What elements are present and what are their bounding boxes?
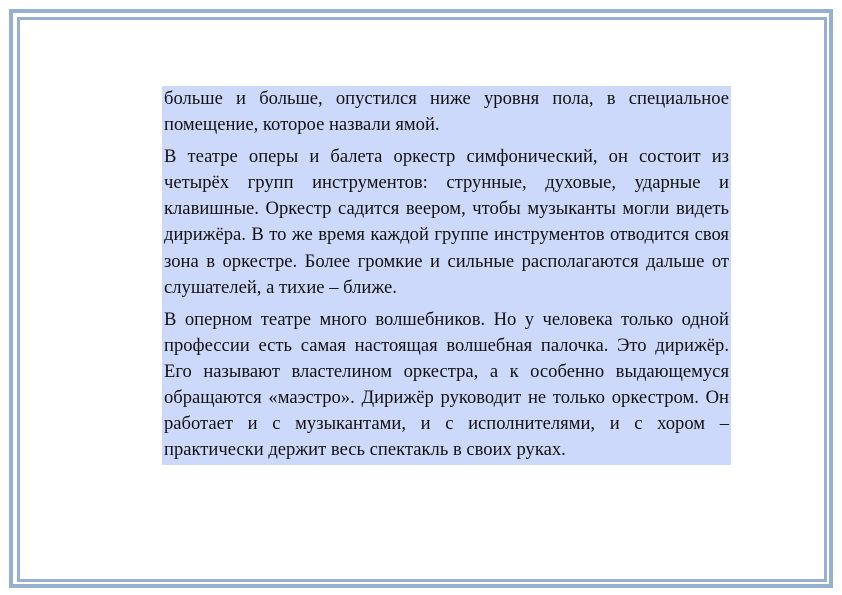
text-box <box>162 86 731 465</box>
paragraph-3: В оперном театре много волшебников. Но у человека только одной профессии есть самая настоящая волшебная палочка. Это дирижёр. Его называют властелином оркестра, а к особенно выдающемуся обращаются «маэстро». Дирижёр руководит не только оркестром. Он работает и с музыкантами, и с исполнителями, и с хором – практически держит весь спектакль в своих руках. <box>164 308 729 461</box>
paragraph-1: больше и больше, опустился ниже уровня пола, в специальное помещение, которое назвали ямой. <box>164 88 729 136</box>
paragraph-2: В театре оперы и балета оркестр симфонический, он состоит из четырёх групп инструментов: струнные, духовые, ударные и клавишные. Оркестр садится веером, чтобы музыканты могли видеть дирижёра. В то же время каждой группе инструментов отводится своя зона в оркестре. Более громкие и сильные располагаются дальше от слушателей, а тихие – ближе. <box>164 146 729 298</box>
